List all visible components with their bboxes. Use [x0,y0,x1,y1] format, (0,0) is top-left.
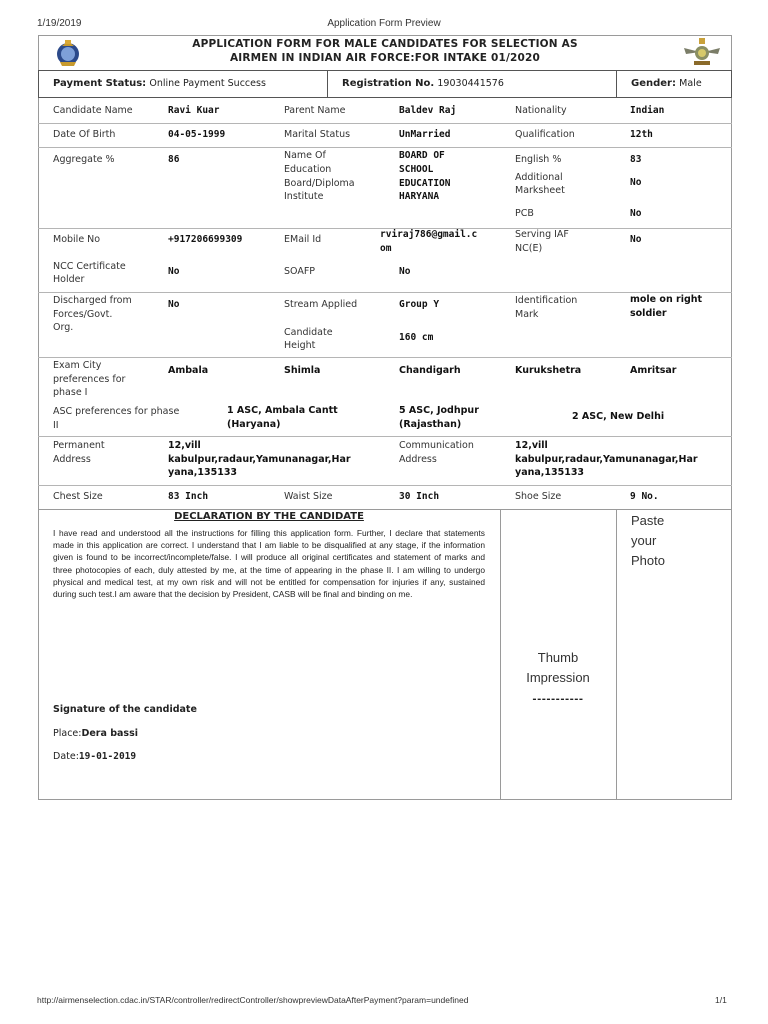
date-value: 19-01-2019 [78,751,137,762]
soafp-label: SOAFP [284,266,316,277]
board-label-4: Institute [284,191,324,202]
qualification-value: 12th [630,129,653,140]
qualification-label: Qualification [515,129,575,140]
discharged-label-2: Forces/Govt. [53,309,113,320]
shoe-value: 9 No. [630,491,659,502]
payment-status [53,78,266,89]
print-date: 1/19/2019 [37,18,82,29]
identification-value-1: mole on right [630,294,703,305]
communication-label-1: Communication [399,440,474,451]
date-label: Date: [53,751,79,762]
row-divider [38,436,732,437]
dob-label: Date Of Birth [53,129,116,140]
declaration-title: DECLARATION BY THE CANDIDATE [174,511,364,522]
registration-value: 19030441576 [437,78,504,89]
asc-label-2: II [53,420,59,431]
email-value-1: rviraj786@gmail.c [380,229,478,240]
stream-label: Stream Applied [284,299,358,310]
form-title-line1: APPLICATION FORM FOR MALE CANDIDATES FOR SELECTION AS [192,38,578,50]
payment-status-label: Payment Status: [53,78,147,89]
parent-name-value: Baldev Raj [399,105,457,116]
mobile-value: +917206699309 [168,234,243,245]
board-value-4: HARYANA [399,191,440,202]
serving-value: No [630,234,642,245]
ncc-label-1: NCC Certificate [53,261,126,272]
marital-label: Marital Status [284,129,351,140]
photo-line2: your [631,533,657,548]
additional-label-2: Marksheet [515,185,565,196]
print-footer-page: 1/1 [715,995,727,1005]
exam-city-4: Kurukshetra [515,365,582,376]
board-value-3: EDUCATION [399,178,451,189]
discharged-value: No [168,299,180,310]
exam-city-label-3: phase I [53,387,88,398]
row-divider [38,123,732,124]
permanent-value-3: yana,135133 [168,467,238,478]
asc-pref-1b: (Haryana) [227,419,281,430]
board-label-1: Name Of [284,150,326,161]
print-footer-url: http://airmenselection.cdac.in/STAR/controller/redirectController/showpreviewDataAfterPayment?param=undefined [37,995,469,1005]
identification-value-2: soldier [630,308,667,319]
exam-city-2: Shimla [284,365,321,376]
place-value: Dera bassi [81,728,138,739]
english-label: English % [515,154,562,165]
candidate-name-label: Candidate Name [53,105,133,116]
row-divider [38,509,732,510]
ncc-value: No [168,266,180,277]
signature-label: Signature of the candidate [53,704,197,715]
pcb-value: No [630,208,642,219]
place-label: Place: [53,728,82,739]
communication-label-2: Address [399,454,437,465]
row-divider [38,357,732,358]
board-label-2: Education [284,164,332,175]
iaf-emblem-right-icon [682,36,722,68]
divider [327,70,328,98]
exam-city-3: Chandigarh [399,365,461,376]
height-label-1: Candidate [284,327,333,338]
waist-value: 30 Inch [399,491,440,502]
email-label: EMail Id [284,234,322,245]
print-title: Application Form Preview [327,18,441,29]
exam-city-1: Ambala [168,365,209,376]
mobile-label: Mobile No [53,234,101,245]
row-divider [38,147,732,148]
height-value: 160 cm [399,332,434,343]
asc-pref-2b: (Rajasthan) [399,419,462,430]
declaration-text: I have read and understood all the instructions for filling this application form. Further, I declare that statements made in this application are correct. I understand that I am liable to be disqualified at any stage, if the information given is found to be incorrect/incomplete/false. I will produce all original certificates and statement of marks and three photocopies of each, duly attested by me, at the time of appearing in the phase II. I am willing to undergo physical and medical test, at my own risk and will not be entitled for compensation for injuries if any, sustained during such test.I am aware that the decision by President, CASB will be final and binding on me. [53,528,485,600]
exam-city-label-2: preferences for [53,374,126,385]
thumb-line1: Thumb [537,650,579,665]
english-value: 83 [630,154,642,165]
row-divider [38,485,732,486]
shoe-label: Shoe Size [515,491,562,502]
aggregate-label: Aggregate % [53,154,115,165]
candidate-name-value: Ravi Kuar [168,105,220,116]
registration-label: Registration No. [342,78,435,89]
asc-pref-2a: 5 ASC, Jodhpur [399,405,479,416]
form-title-line2: AIRMEN IN INDIAN AIR FORCE:FOR INTAKE 01/2020 [229,52,541,64]
permanent-value-1: 12,vill [168,440,201,451]
height-label-2: Height [284,340,316,351]
exam-city-5: Amritsar [630,365,677,376]
date [53,751,136,762]
communication-value-1: 12,vill [515,440,548,451]
additional-value: No [630,177,642,188]
email-value-2: om [380,243,392,254]
additional-label-1: Additional [515,172,563,183]
identification-label-2: Mark [515,309,539,320]
permanent-label-1: Permanent [53,440,105,451]
board-value-2: SCHOOL [399,164,434,175]
gender-value: Male [679,78,702,89]
board-value-1: BOARD OF [399,150,445,161]
board-label-3: Board/Diploma [284,178,355,189]
discharged-label-1: Discharged from [53,295,132,306]
iaf-emblem-left-icon [52,38,84,68]
chest-label: Chest Size [53,491,103,502]
nationality-value: Indian [630,105,665,116]
communication-value-2: kabulpur,radaur,Yamunanagar,Har [515,454,698,465]
asc-pref-3: 2 ASC, New Delhi [572,411,665,422]
waist-label: Waist Size [284,491,333,502]
stream-value: Group Y [399,299,440,310]
communication-value-3: yana,135133 [515,467,585,478]
serving-label-2: NC(E) [515,243,543,254]
thumb-divider [616,509,617,800]
permanent-value-2: kabulpur,radaur,Yamunanagar,Har [168,454,351,465]
asc-label-1: ASC preferences for phase [53,406,180,417]
registration-number [342,78,504,89]
thumb-line2: Impression [526,670,590,685]
gender [631,78,702,89]
photo-line1: Paste [631,513,665,528]
place [53,728,138,739]
asc-pref-1a: 1 ASC, Ambala Cantt [227,405,338,416]
exam-city-label-1: Exam City [53,360,102,371]
identification-label-1: Identification [515,295,578,306]
parent-name-label: Parent Name [284,105,346,116]
row-divider [38,292,732,293]
discharged-label-3: Org. [53,322,74,333]
dob-value: 04-05-1999 [168,129,226,140]
serving-label-1: Serving IAF [515,229,569,240]
marital-value: UnMarried [399,129,451,140]
chest-value: 83 Inch [168,491,209,502]
permanent-label-2: Address [53,454,91,465]
payment-status-value: Online Payment Success [149,78,266,89]
nationality-label: Nationality [515,105,567,116]
thumb-dashes: ----------- [532,694,584,705]
gender-label: Gender: [631,78,676,89]
photo-line3: Photo [631,553,665,568]
pcb-label: PCB [515,208,534,219]
divider [616,70,617,98]
aggregate-value: 86 [168,154,180,165]
ncc-label-2: Holder [53,274,85,285]
soafp-value: No [399,266,411,277]
